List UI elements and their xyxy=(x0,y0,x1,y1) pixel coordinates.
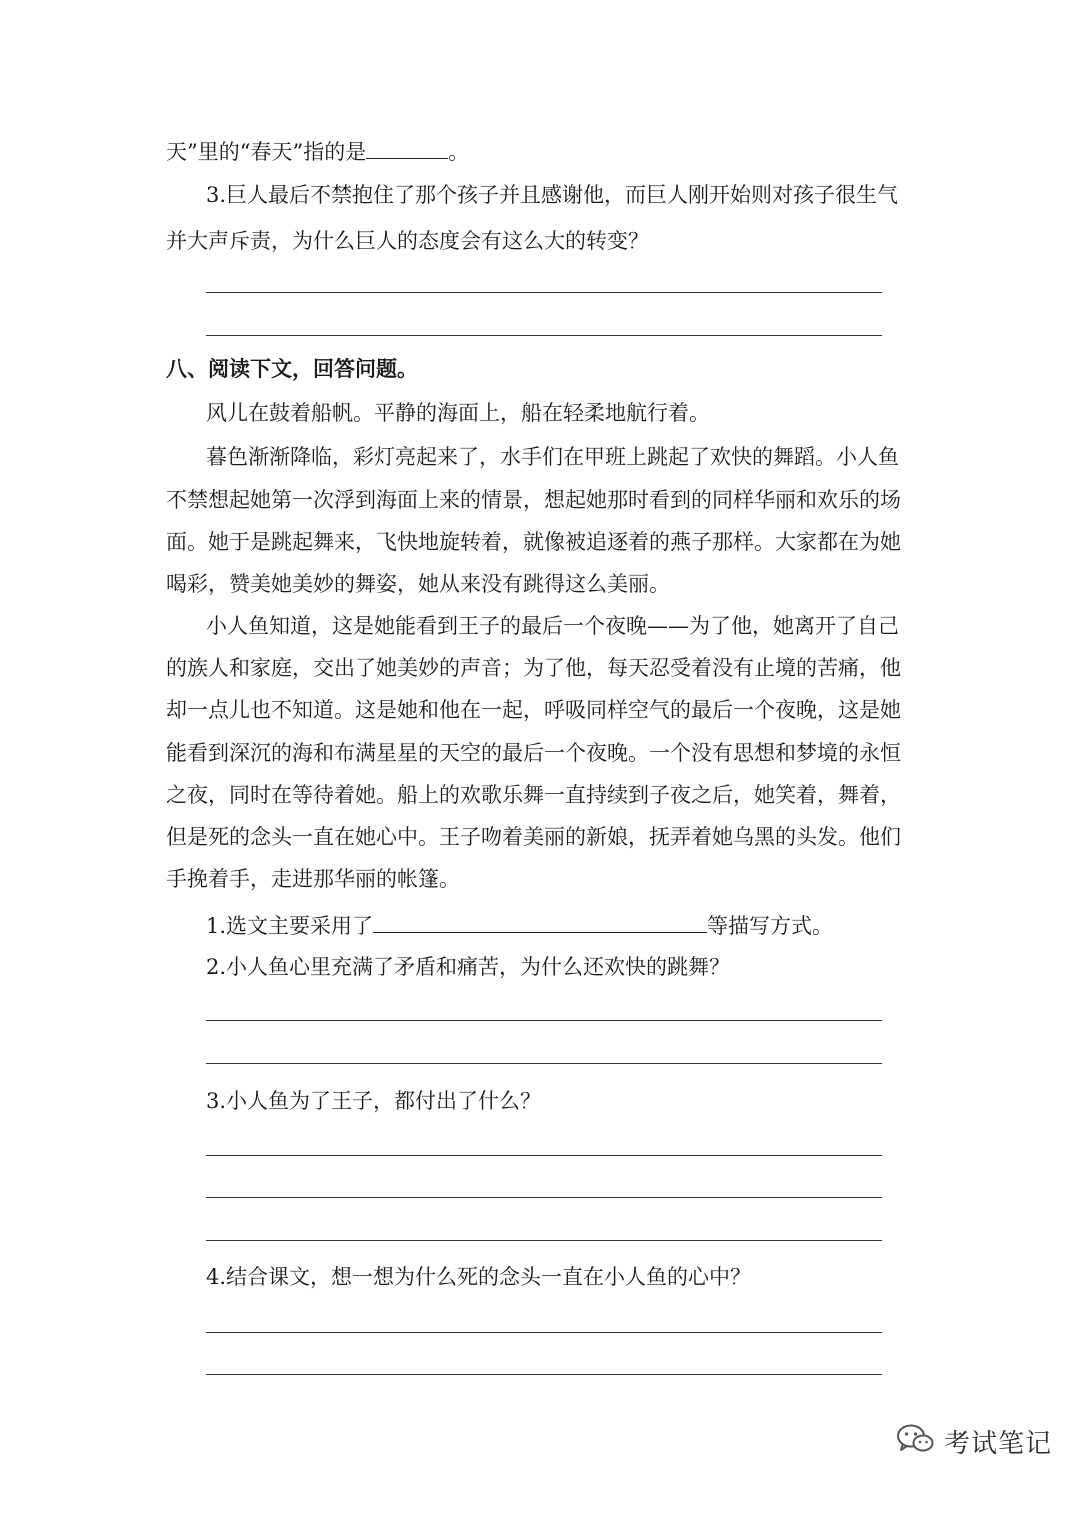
watermark xyxy=(896,1416,1052,1466)
passage-line: 能看到深沉的海和布满星星的天空的最后一个夜晚。一个没有思想和梦境的永恒 xyxy=(166,741,901,765)
s8-q2-answer-line-2[interactable] xyxy=(206,1063,882,1064)
passage-line: 喝彩，赞美她美妙的舞姿，她从来没有跳得这么美丽。 xyxy=(166,572,670,596)
s8-q3-question: 3.小人鱼为了王子，都付出了什么？ xyxy=(206,1089,542,1113)
passage-line: 暮色渐渐降临，彩灯亮起来了，水手们在甲班上跳起了欢快的舞蹈。小人鱼 xyxy=(206,445,899,469)
passage-line: 的族人和家庭，交出了她美妙的声音；为了他，每天忍受着没有止境的苦痛，他 xyxy=(166,656,901,680)
q7-q3-line2: 并大声斥责，为什么巨人的态度会有这么大的转变？ xyxy=(166,229,649,253)
passage-line: 手挽着手，走进那华丽的帐篷。 xyxy=(166,867,460,891)
q7-continue-text: 天”里的“春天”指的是 xyxy=(166,140,367,164)
s8-q4-answer-line-1[interactable] xyxy=(206,1332,882,1333)
section8-heading: 八、阅读下文，回答问题。 xyxy=(166,357,418,381)
passage-line: 小人鱼知道，这是她能看到王子的最后一个夜晚——为了他，她离开了自己 xyxy=(206,614,899,638)
s8-q1-answer-blank[interactable] xyxy=(373,908,707,933)
s8-q1-text: 1.选文主要采用了 xyxy=(206,914,374,938)
passage-line: 风儿在鼓着船帆。平静的海面上，船在轻柔地航行着。 xyxy=(206,401,710,425)
passage-line: 不禁想起她第一次浮到海面上来的情景，想起她那时看到的同样华丽和欢乐的场 xyxy=(166,488,901,512)
s8-q1-text-end: 等描写方式。 xyxy=(707,914,834,938)
s8-q4-question: 4.结合课文，想一想为什么死的念头一直在小人鱼的心中？ xyxy=(206,1265,752,1289)
passage-line: 之夜，同时在等待着她。船上的欢歌乐舞一直持续到子夜之后，她笑着，舞着， xyxy=(166,783,901,807)
passage-line: 面。她于是跳起舞来，飞快地旋转着，就像被追逐着的燕子那样。大家都在为她 xyxy=(166,530,901,554)
q7-q3-line1: 3.巨人最后不禁抱住了那个孩子并且感谢他，而巨人刚开始则对孩子很生气 xyxy=(206,183,899,207)
wechat-icon xyxy=(896,1423,934,1460)
q7-q3-answer-line-1[interactable] xyxy=(206,292,882,293)
s8-q3-answer-line-1[interactable] xyxy=(206,1155,882,1156)
s8-q2-question: 2.小人鱼心里充满了矛盾和痛苦，为什么还欢快的跳舞？ xyxy=(206,955,731,979)
s8-q1-line xyxy=(206,908,833,941)
q7-q3-answer-line-2[interactable] xyxy=(206,335,882,336)
s8-q3-answer-line-2[interactable] xyxy=(206,1197,882,1198)
q7-continue-line xyxy=(166,134,469,167)
passage-line: 但是死的念头一直在她心中。王子吻着美丽的新娘，抚弄着她乌黑的头发。他们 xyxy=(166,825,901,849)
watermark-text: 考试笔记 xyxy=(944,1428,1053,1459)
s8-q4-answer-line-2[interactable] xyxy=(206,1374,882,1375)
q7-answer-blank[interactable] xyxy=(366,134,448,159)
passage-line: 却一点儿也不知道。这是她和他在一起，呼吸同样空气的最后一个夜晚，这是她 xyxy=(166,698,901,722)
s8-q2-answer-line-1[interactable] xyxy=(206,1020,882,1021)
s8-q3-answer-line-3[interactable] xyxy=(206,1240,882,1241)
q7-continue-end: 。 xyxy=(448,140,470,164)
